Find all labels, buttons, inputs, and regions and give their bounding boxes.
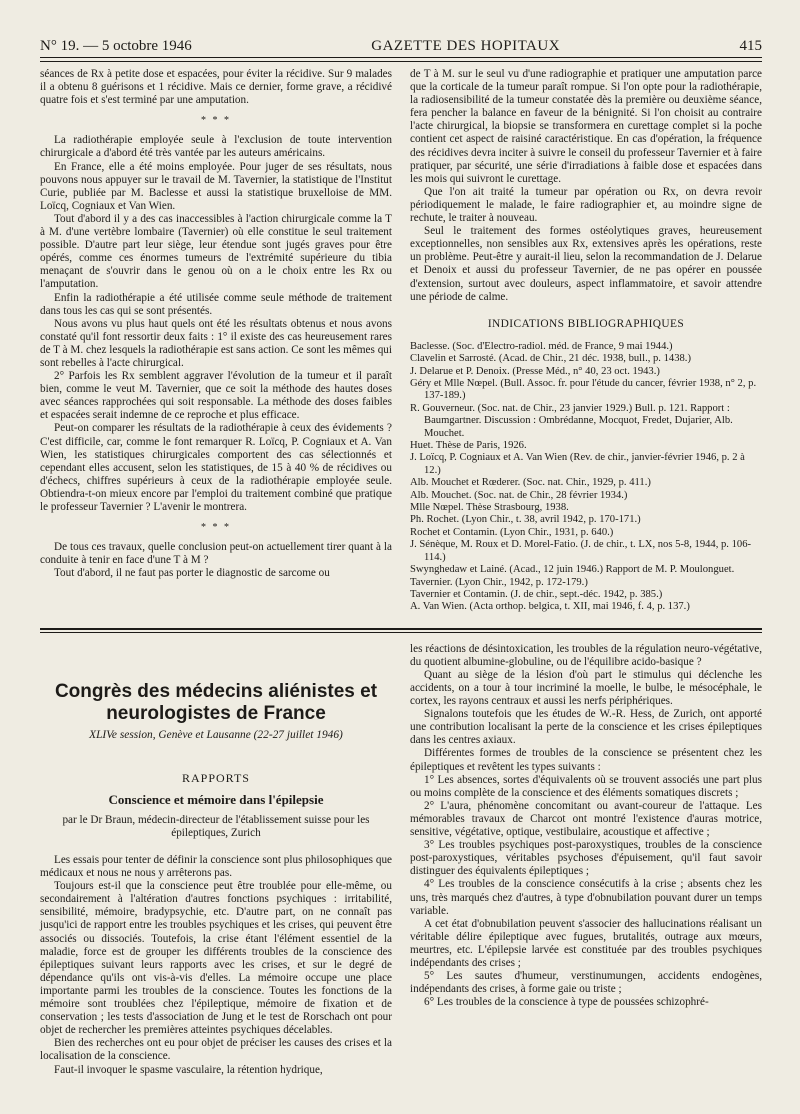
paragraph: séances de Rx à petite dose et espacées, pour éviter la récidive. Sur 9 malades il a obtenu 8 guérisons et 1 récidive. Mais ce dernier, forme grave, a récidivé quatre fois et s'est terminé par une amputation. — [40, 68, 392, 107]
bibliography-entry: J. Sénèque, M. Roux et D. Morel-Fatio. (J. de chir., t. LX, nos 5-8, 1944, p. 106-114.) — [410, 539, 752, 563]
paragraph: 1° Les absences, sortes d'équivalents où se trouvent associés une part plus ou moins complète de la conscience et des éléments somatiques discrets ; — [410, 773, 762, 799]
top-section — [40, 68, 762, 614]
paragraph: A cet état d'obnubilation peuvent s'associer des hallucinations réalisant un véritable délire épileptique avec fugues, brutalités, outrage aux mœurs, meurtres, etc. L'épilepsie larvée est constituée par des troubles psychiques indépendants des crises ; — [410, 917, 762, 969]
paragraph: 5° Les sautes d'humeur, verstinumungen, accidents endogènes, indépendants des crises, à forme gaie ou triste ; — [410, 970, 762, 996]
bibliography-entry: Rochet et Contamin. (Lyon Chir., 1931, p. 640.) — [410, 526, 614, 538]
bibliography-entry: J. Delarue et P. Denoix. (Presse Méd., n° 40, 23 oct. 1943.) — [410, 365, 660, 377]
bibliography-entry: R. Gouverneur. (Soc. nat. de Chir., 23 janvier 1929.) Bull. p. 121. Rapport : Baumgartner. Discussion : Ombrédanne, Mocquot, Fredet, Dujarier, Alb. Mouchet. — [410, 402, 733, 439]
bibliography-entry: A. Van Wien. (Acta orthop. belgica, t. XII, mai 1946, f. 4, p. 137.) — [410, 601, 690, 613]
bibliography-entry: J. Loïcq, P. Cogniaux et A. Van Wien (Rev. de chir., janvier-février 1946, p. 2 à 12.) — [410, 452, 745, 476]
paragraph: De tous ces travaux, quelle conclusion peut-on actuellement tirer quant à la conduite à tenir en face d'une T à M ? — [40, 541, 392, 567]
bibliography-entry: Tavernier. (Lyon Chir., 1942, p. 172-179.) — [410, 576, 588, 588]
congress-right-column — [410, 643, 762, 1077]
paragraph: Tout d'abord il y a des cas inaccessibles à l'action chirurgicale comme la T à M. d'une vertèbre lombaire (Tavernier) où elle constitue le seul traitement possible. D'autre part leur siège, leur étendue sont jugés graves pour être opérés, comme ces énormes tumeurs de l'extrémité supérieure du tibia menaçant de s'ouvrir dans le genou où on a le choix entre les Rx ou l'amputation. — [40, 212, 392, 291]
bibliography-entry: Clavelin et Sarrosté. (Acad. de Chir., 21 déc. 1938, bull., p. 1438.) — [410, 353, 691, 365]
paragraph: Signalons toutefois que les études de W.-R. Hess, de Zurich, ont apporté une contribution localisant la perte de la conscience et les crises épileptiques dans les centres axiaux. — [410, 708, 762, 747]
paragraph: de T à M. sur le seul vu d'une radiographie et pratiquer une amputation parce que la corticale de la tumeur paraît rompue. Si l'on opte pour la radiothérapie, la radiosensibilité de la tumeur constatée dès la première ou deuxième séance, fera pencher la balance en faveur de la bénignité. Si l'on choisit au contraire l'acte chirurgical, la biopsie se transformera en curettage complet si la poche contient cet aspect de raisiné caractéristique. En cas d'opération, la fréquence des récidives devra inciter à suivre le conseil du professeur Tavernier et à faire pratiquer, par sécurité, une série d'irradiations à faible dose et espacées dans les mois qui suivront le curettage. — [410, 68, 762, 185]
bibliography-entry: Mlle Nœpel. Thèse Strasbourg, 1938. — [410, 502, 569, 514]
paragraph: Nous avons vu plus haut quels ont été les résultats obtenus et nous avons constaté qu'il font ressortir deux faits : 1° il existe des cas heureusement rares de T à M. chez lesquels la radiothérapie est sans action. Ce sont les mêmes qui sont rebelles à l'acte chirurgical. — [40, 317, 392, 369]
paragraph: La radiothérapie employée seule à l'exclusion de toute intervention chirurgicale a d'abord été très vantée par les auteurs américains. — [40, 134, 392, 160]
bibliography-entry: Géry et Mlle Nœpel. (Bull. Assoc. fr. pour l'étude du cancer, février 1938, n° 2, p. 137-189.) — [410, 378, 757, 402]
page-number: 415 — [739, 38, 762, 54]
paragraph: En France, elle a été moins employée. Pour juger de ses résultats, nous pouvons nous appuyer sur le travail de M. Tavernier, la statistique de l'Institut Curie, publiée par M. Baclesse et aussi la statistique bruxelloise de MM. Loïcq, Cogniaux et Van Wien. — [40, 160, 392, 212]
bibliography-title: INDICATIONS BIBLIOGRAPHIQUES — [487, 317, 685, 330]
paragraph: 2° Parfois les Rx semblent aggraver l'évolution de la tumeur et il paraît bien, comme le veut M. Tavernier, que ce soit la méthode des hautes doses avec séances rapprochées qui soit responsable. La méthode des doses faibles et espacées serait indemne de ce reproche et plus efficace. — [40, 370, 392, 422]
section-separator: * * * — [201, 115, 231, 127]
paragraph: Tout d'abord, il ne faut pas porter le diagnostic de sarcome ou — [54, 567, 330, 580]
journal-title: GAZETTE DES HOPITAUX — [371, 38, 561, 54]
congress-session: XLIVe session, Genève et Lausanne (22-27 juillet 1946) — [89, 728, 343, 741]
bibliography-list — [410, 341, 762, 614]
paragraph: Faut-il invoquer le spasme vasculaire, la rétention hydrique, — [54, 1063, 323, 1076]
top-right-column — [410, 68, 762, 614]
report-title: Conscience et mémoire dans l'épilepsie — [108, 791, 324, 807]
paragraph: Toujours est-il que la conscience peut être troublée pour elle-même, ou secondairement à l'altération d'autres fonctions psychiques : irritabilité, sensibilité, mémoire, bradypsychie, etc. D'autre part, on ne connaît pas jusqu'ici de rapport entre les troubles psychiques et les crises, qui peuvent être associés ou dissociés. Toutefois, la crise étant l'élément essentiel de la maladie, force est de grouper les différents troubles de la conscience des épileptiques suivant leurs rapports avec les crises, et sur le degré de dépendance qu'ils ont vis-à-vis d'elles. La mémoire occupe une place importante parmi les troubles de la conscience. Toutes les fonctions de la mémoire sont troublées chez l'épileptique, mémoire de fixation et de conservation ; les tests d'association de Jung et le test de Rorschach ont pour objet de rechercher les premières atteintes psychiques décelables. — [40, 880, 392, 1037]
section-divider — [40, 628, 762, 633]
bibliography-entry: Huet. Thèse de Paris, 1926. — [410, 440, 527, 452]
congress-section — [40, 643, 762, 1077]
paragraph: Peut-on comparer les résultats de la radiothérapie à ceux des évidements ? C'est difficile, car, comme le font remarquer R. Loïcq, P. Cogniaux et A. Van Wien, les statistiques chirurgicales comportent des cas sélectionnés et cependant elles accusent, selon les statistiques, de 15 à 40 % de récidives ou d'échecs, chiffres supérieurs à ceux de la radiothérapie employée seule. Obtiendra-t-on mieux encore par l'emploi du traitement combiné que pratique le professeur Tavernier ? L'avenir le montrera. — [40, 422, 392, 513]
paragraph: Bien des recherches ont eu pour objet de préciser les causes des crises et la localisation de la conscience. — [40, 1037, 392, 1063]
paragraph: Que l'on ait traité la tumeur par opération ou Rx, on devra revoir périodiquement le malade, le faire radiographier et, au moindre signe de rechute, le traiter à nouveau. — [410, 185, 762, 225]
congress-left-column — [40, 643, 392, 1077]
bibliography-entry: Alb. Mouchet et Rœderer. (Soc. nat. Chir., 1929, p. 411.) — [410, 477, 651, 489]
running-head — [40, 38, 762, 58]
paragraph: 4° Les troubles de la conscience consécutifs à la crise ; absents chez les uns, très marqués chez d'autres, à type d'obnubilation pouvant durer un temps variable. — [410, 878, 762, 917]
header-rule — [40, 61, 762, 62]
report-author: par le Dr Braun, médecin-directeur de l'établissement suisse pour les épileptiques, Zurich — [62, 814, 370, 839]
paragraph: Enfin la radiothérapie a été utilisée comme seule méthode de traitement dans tous les cas qui se sont présentés. — [40, 291, 392, 317]
paragraph: 3° Les troubles psychiques post-paroxystiques, troubles de la conscience post-paroxystiques, véritables psychoses d'épuisement, qu'il faut savoir distinguer des équivalents épileptiques ; — [410, 839, 762, 878]
paragraph: 6° Les troubles de la conscience à type de poussées schizophré- — [424, 996, 709, 1009]
congress-title: Congrès des médecins aliénistes et neurologistes de France — [54, 680, 378, 724]
paragraph: 2° L'aura, phénomène concomitant ou avant-coureur de l'attaque. Les mémorables travaux de Charcot ont montré l'existence d'auras motrice, sensitive, végétative, optique, vestibulaire, acoustique et affective ; — [410, 799, 762, 839]
bibliography-entry: Alb. Mouchet. (Soc. nat. de Chir., 28 février 1934.) — [410, 489, 628, 501]
bibliography-entry: Swynghedaw et Lainé. (Acad., 12 juin 1946.) Rapport de M. P. Moulonguet. — [410, 564, 735, 576]
bibliography-entry: Ph. Rochet. (Lyon Chir., t. 38, avril 1942, p. 170-171.) — [410, 514, 641, 526]
rapports-heading: RAPPORTS — [182, 770, 250, 785]
issue-date: N° 19. — 5 octobre 1946 — [40, 38, 192, 54]
paragraph: Seul le traitement des formes ostéolytiques graves, heureusement exceptionnelles, non sensibles aux Rx, extensives après les opérations, reste un problème. Peut-être y aurait-il lieu, selon la recommandation de J. Delarue et Denoix et aussi du professeur Tavernier, de ne pas opérer en poussée d'extension, surtout avec douleurs, aspect inflammatoire, et savoir attendre une période de calme. — [410, 225, 762, 303]
bibliography-entry: Tavernier et Contamin. (J. de chir., sept.-déc. 1942, p. 385.) — [410, 588, 663, 600]
top-left-column — [40, 68, 392, 614]
bibliography-entry: Baclesse. (Soc. d'Electro-radiol. méd. de France, 9 mai 1944.) — [410, 340, 673, 352]
paragraph: les réactions de désintoxication, les troubles de la régulation neuro-végétative, du quotient albumine-globuline, ou de l'équilibre acido-basique ? — [410, 642, 762, 668]
paragraph: Quant au siège de la lésion d'où part le stimulus qui déclenche les accidents, on a tour à tour incriminé la moelle, le bulbe, le mésocéphale, le cortex, les rayons centraux et aussi les nerfs périphériques. — [410, 668, 762, 708]
paragraph: Différentes formes de troubles de la conscience se présentent chez les épileptiques et revêtent les types suivants : — [410, 747, 762, 773]
section-separator: * * * — [201, 522, 231, 534]
paragraph: Les essais pour tenter de définir la conscience sont plus philosophiques que médicaux et nous ne nous y arrêterons pas. — [40, 854, 392, 880]
